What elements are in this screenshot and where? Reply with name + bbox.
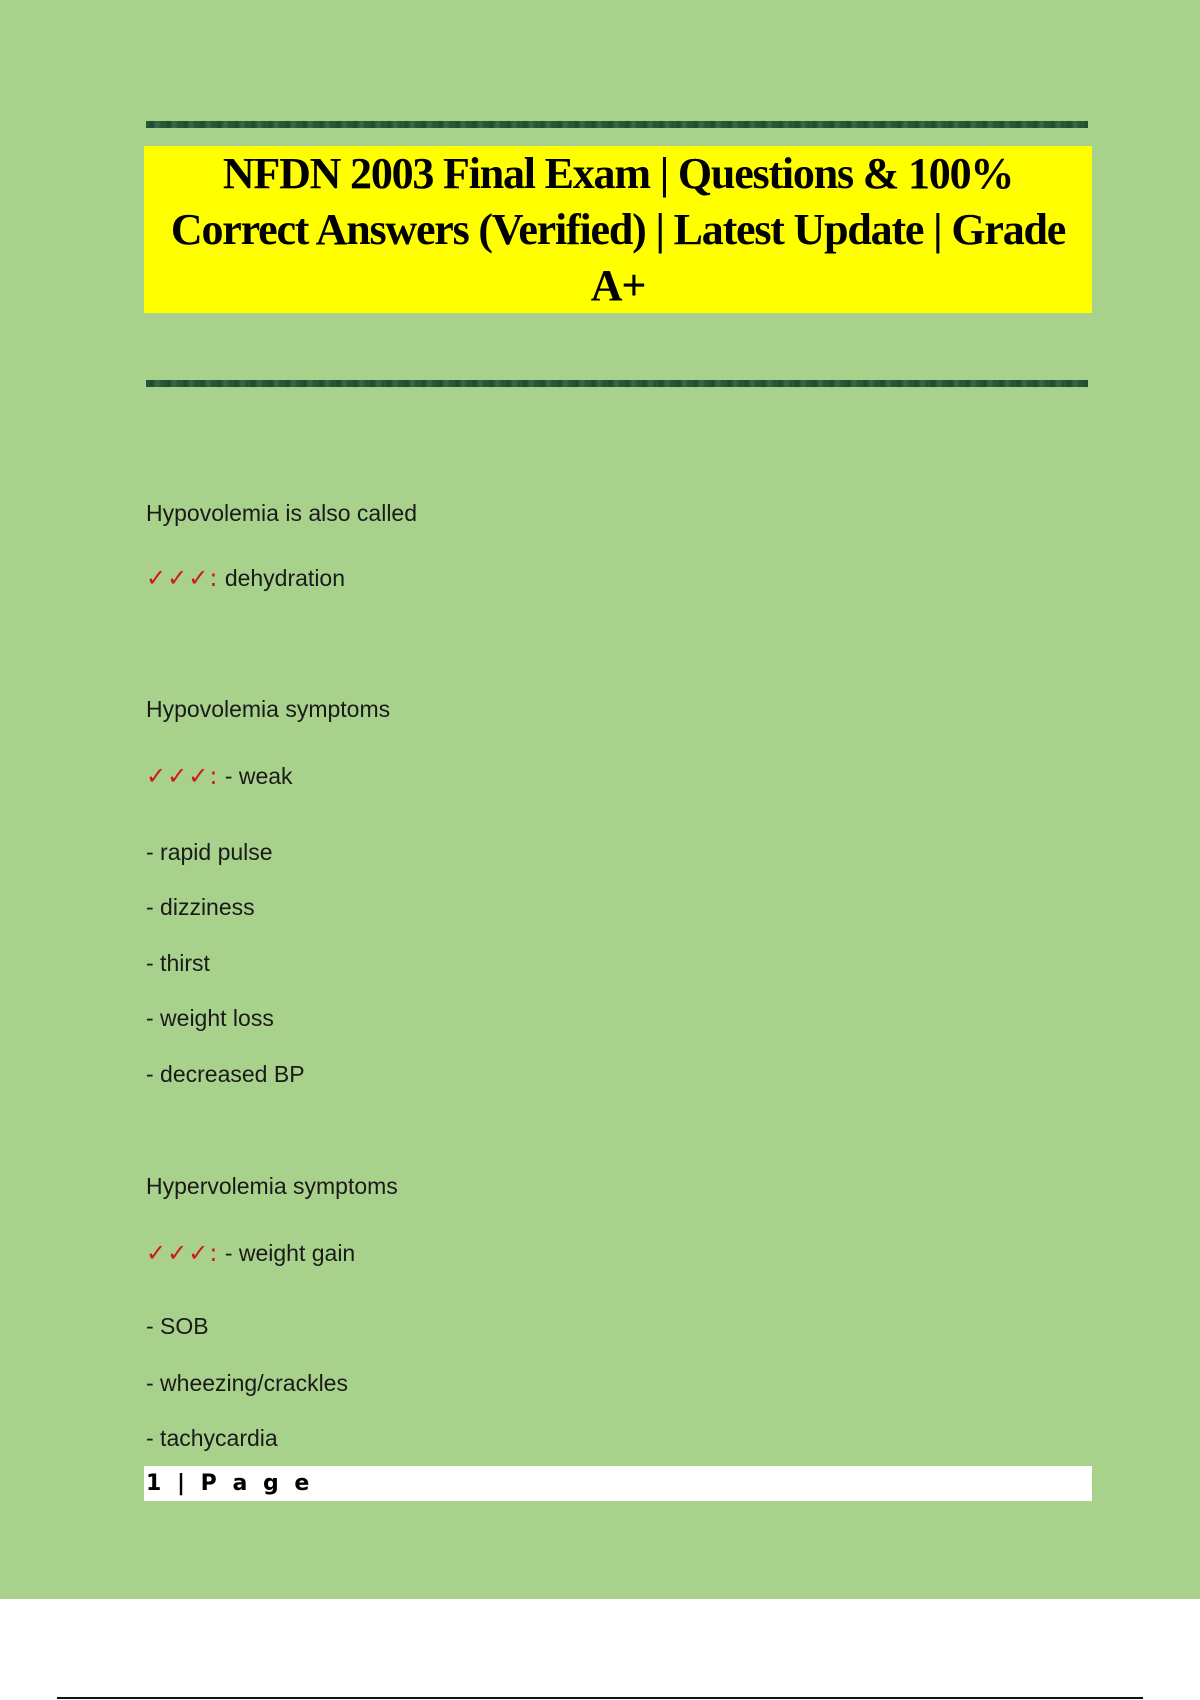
question-text: Hypovolemia symptoms — [146, 696, 391, 722]
list-item: - dizziness — [146, 894, 255, 920]
checkmark-icon: ✓✓✓: — [146, 1239, 219, 1267]
checkmark-icon: ✓✓✓: — [146, 762, 219, 790]
answer-line — [146, 761, 293, 791]
answer-line — [146, 1238, 355, 1268]
question-text: Hypovolemia is also called — [146, 500, 418, 526]
top-divider — [146, 121, 1088, 128]
list-item: - tachycardia — [146, 1425, 278, 1451]
list-item: - wheezing/crackles — [146, 1370, 348, 1396]
bottom-divider — [146, 380, 1088, 387]
list-item: - SOB — [146, 1313, 209, 1339]
answer-line — [146, 563, 345, 593]
list-item: - thirst — [146, 950, 210, 976]
list-item: - weight loss — [146, 1005, 274, 1031]
title-highlight-box — [144, 146, 1092, 313]
list-item: - decreased BP — [146, 1061, 305, 1087]
list-item: - rapid pulse — [146, 839, 273, 865]
checkmark-icon: ✓✓✓: — [146, 564, 219, 592]
document-title: NFDN 2003 Final Exam | Questions & 100% Correct Answers (Verified) | Latest Update | Grade A+ — [170, 148, 1066, 310]
page-number: 1 | P a g e — [146, 1471, 314, 1496]
page-separator-line — [57, 1697, 1143, 1699]
answer-text: - weight gain — [224, 1240, 356, 1266]
question-text: Hypervolemia symptoms — [146, 1173, 398, 1199]
answer-text: dehydration — [224, 565, 346, 591]
answer-text: - weak — [224, 763, 293, 789]
